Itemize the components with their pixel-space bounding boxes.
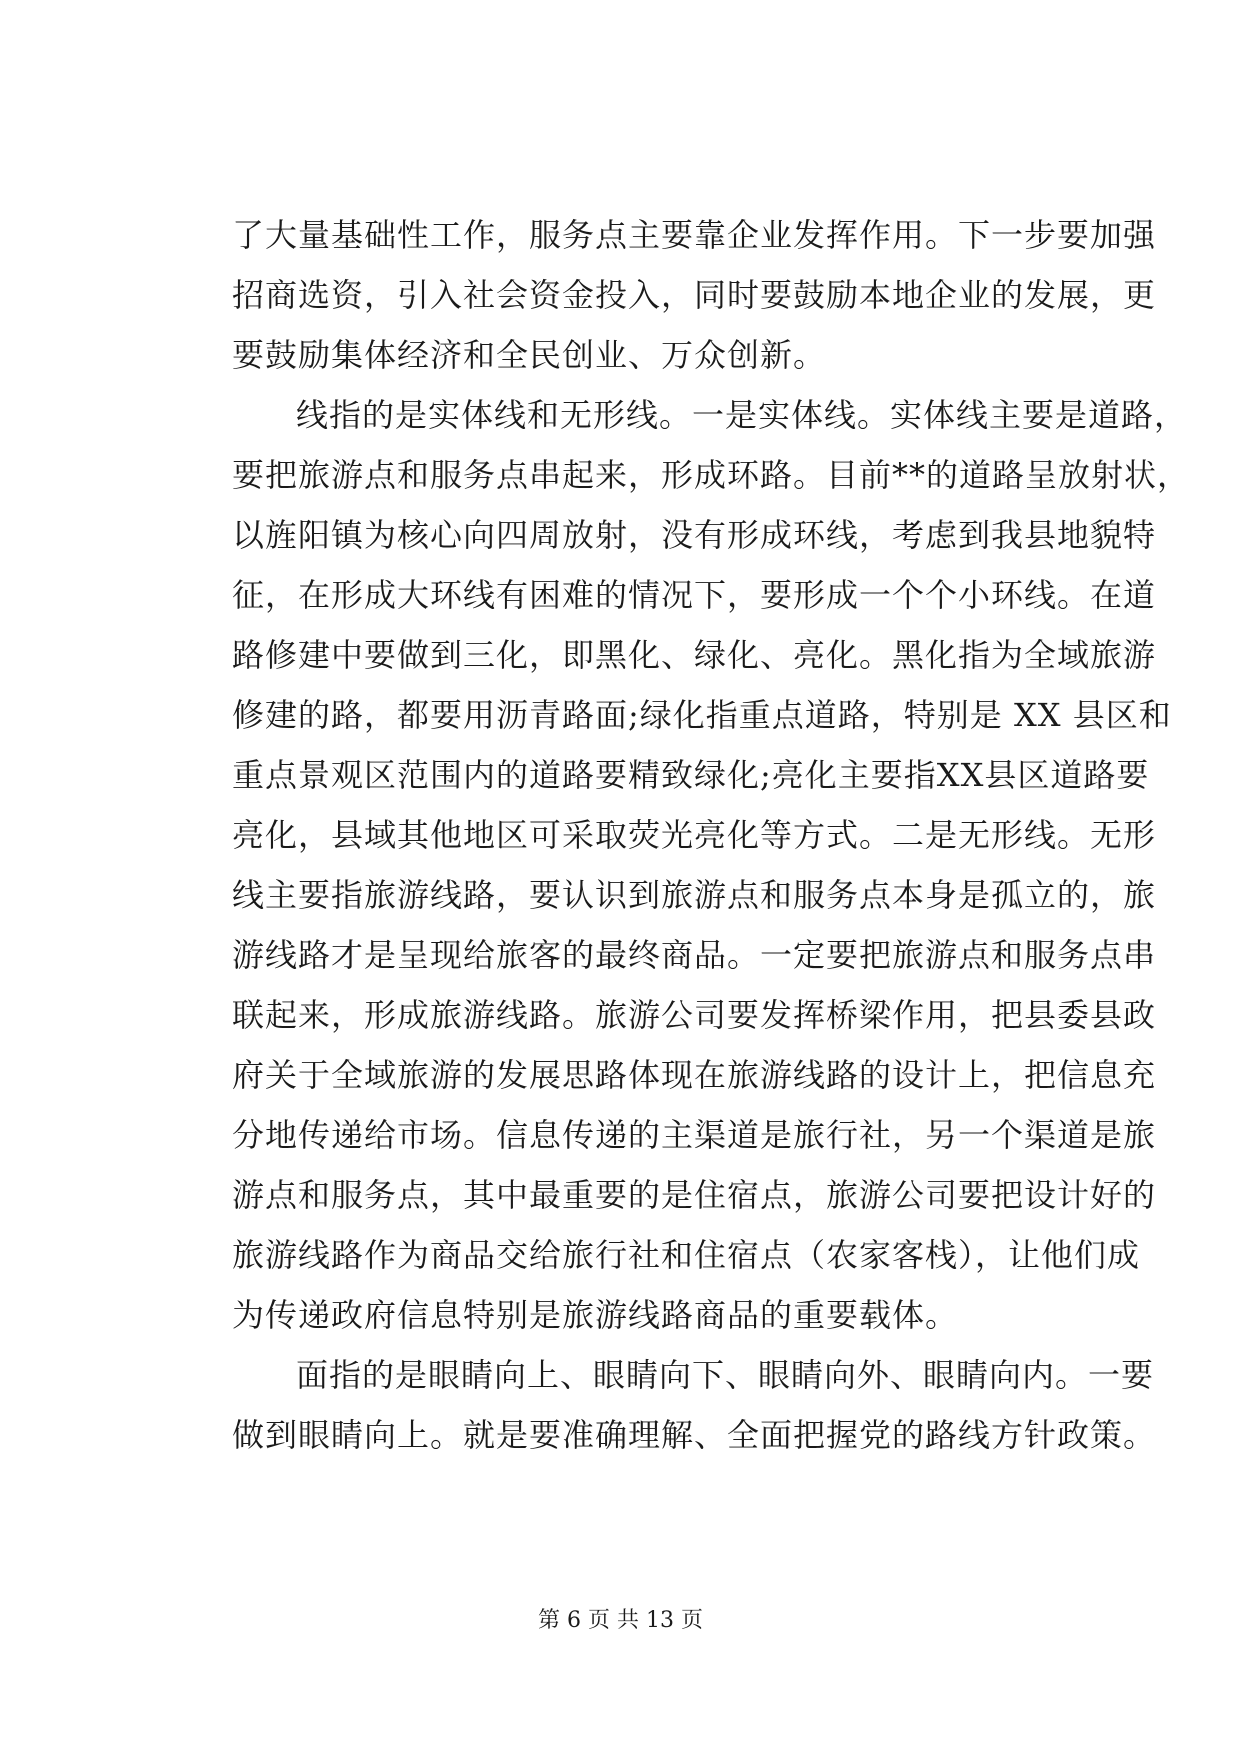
page-footer: 第 6 页 共 13 页 xyxy=(538,1608,703,1633)
paragraph-1-line-2: 招商选资，引入社会资金投入，同时要鼓励本地企业的发展，更 xyxy=(232,276,1157,314)
paragraph-2-line-10: 游线路才是呈现给旅客的最终商品。一定要把旅游点和服务点串 xyxy=(232,936,1157,974)
paragraph-2-line-2: 要把旅游点和服务点串起来，形成环路。目前**的道路呈放射状， xyxy=(232,456,1191,494)
paragraph-2-line-16: 为传递政府信息特别是旅游线路商品的重要载体。 xyxy=(232,1296,959,1334)
paragraph-3-line-2: 做到眼睛向上。就是要准确理解、全面把握党的路线方针政策。 xyxy=(232,1416,1157,1454)
paragraph-2-line-1: 线指的是实体线和无形线。一是实体线。实体线主要是道路， xyxy=(296,396,1188,434)
paragraph-2-line-8: 亮化，县域其他地区可采取荧光亮化等方式。二是无形线。无形 xyxy=(232,816,1157,854)
paragraph-2-line-5: 路修建中要做到三化，即黑化、绿化、亮化。黑化指为全域旅游 xyxy=(232,636,1157,674)
paragraph-1-line-1: 了大量基础性工作，服务点主要靠企业发挥作用。下一步要加强 xyxy=(232,216,1157,254)
paragraph-2-line-14: 游点和服务点，其中最重要的是住宿点，旅游公司要把设计好的 xyxy=(232,1176,1157,1214)
paragraph-2-line-7: 重点景观区范围内的道路要精致绿化;亮化主要指XX县区道路要 xyxy=(232,756,1150,794)
paragraph-2-line-6: 修建的路，都要用沥青路面;绿化指重点道路，特别是 XX 县区和 xyxy=(232,696,1172,734)
body-text xyxy=(232,205,1191,1465)
paragraph-2-line-4: 征，在形成大环线有困难的情况下，要形成一个个小环线。在道 xyxy=(232,576,1157,614)
paragraph-2-line-15: 旅游线路作为商品交给旅行社和住宿点（农家客栈），让他们成 xyxy=(232,1236,1141,1274)
paragraph-2-line-11: 联起来，形成旅游线路。旅游公司要发挥桥梁作用，把县委县政 xyxy=(232,996,1157,1034)
paragraph-2-line-9: 线主要指旅游线路，要认识到旅游点和服务点本身是孤立的，旅 xyxy=(232,876,1157,914)
paragraph-3-line-1: 面指的是眼睛向上、眼睛向下、眼睛向外、眼睛向内。一要 xyxy=(296,1356,1155,1394)
paragraph-2-line-3: 以旌阳镇为核心向四周放射，没有形成环线，考虑到我县地貌特 xyxy=(232,516,1157,554)
paragraph-2-line-12: 府关于全域旅游的发展思路体现在旅游线路的设计上，把信息充 xyxy=(232,1056,1157,1094)
paragraph-1-line-3: 要鼓励集体经济和全民创业、万众创新。 xyxy=(232,336,827,374)
paragraph-2-line-13: 分地传递给市场。信息传递的主渠道是旅行社，另一个渠道是旅 xyxy=(232,1116,1157,1154)
